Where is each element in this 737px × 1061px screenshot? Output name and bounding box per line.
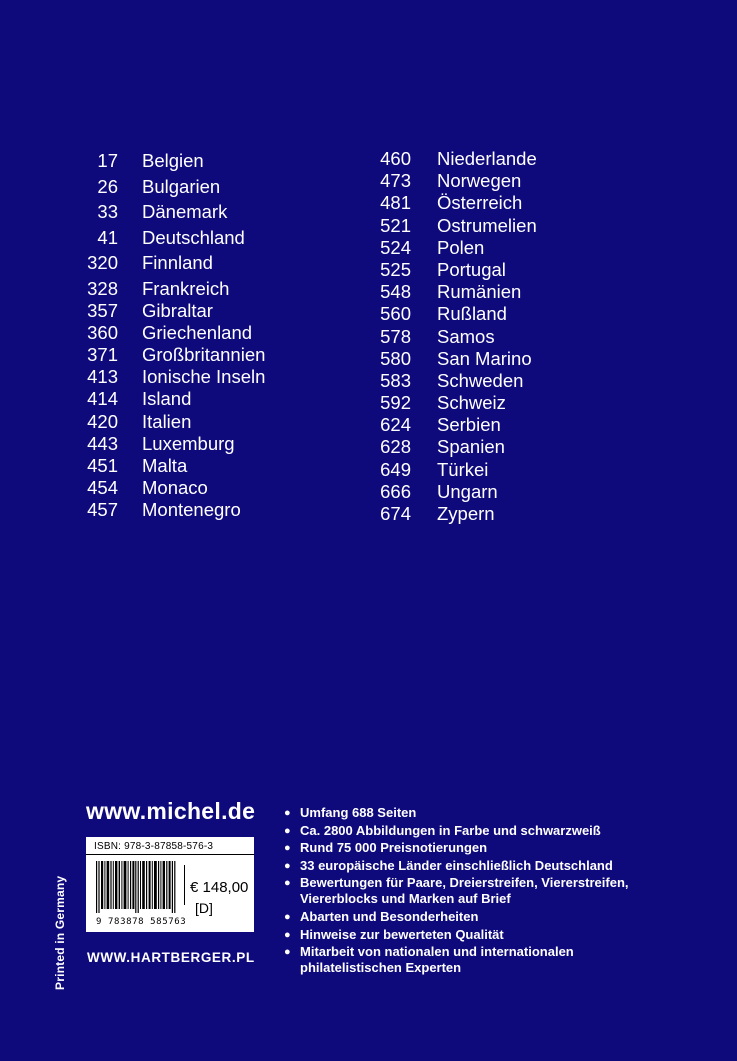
index-row bbox=[80, 477, 265, 499]
country-name: Spanien bbox=[437, 436, 505, 458]
feature-item bbox=[284, 909, 660, 925]
index-row bbox=[375, 392, 537, 414]
index-row bbox=[375, 326, 537, 348]
index-row bbox=[375, 192, 537, 214]
page-number: 414 bbox=[87, 388, 118, 410]
isbn-number: ISBN: 978-3-87858-576-3 bbox=[94, 841, 214, 852]
index-row bbox=[80, 176, 265, 202]
page-number: 583 bbox=[380, 369, 411, 391]
feature-item bbox=[284, 858, 660, 874]
feature-text: Bewertungen für Paare, Dreierstreifen, Viererstreifen, Viererblocks und Marken auf Brief bbox=[300, 875, 629, 907]
page-number: 357 bbox=[87, 299, 118, 321]
index-row bbox=[80, 388, 265, 410]
bullet-icon: ● bbox=[284, 877, 291, 890]
country-index-left bbox=[80, 150, 265, 522]
country-name: Italien bbox=[142, 410, 192, 432]
index-row bbox=[375, 303, 537, 325]
feature-item bbox=[284, 840, 660, 856]
bullet-icon: ● bbox=[284, 910, 291, 923]
barcode-icon bbox=[96, 861, 176, 913]
country-name: Montenegro bbox=[142, 499, 241, 521]
bullet-icon: ● bbox=[284, 928, 291, 941]
page-number: 413 bbox=[87, 366, 118, 388]
country-index-right bbox=[375, 148, 537, 525]
country-name: Malta bbox=[142, 455, 188, 476]
feature-text: Umfang 688 Seiten bbox=[300, 805, 417, 820]
country-name: Zypern bbox=[437, 503, 495, 524]
distributor-url: WWW.HARTBERGER.PL bbox=[87, 950, 255, 965]
feature-item bbox=[284, 944, 660, 976]
index-row bbox=[80, 300, 265, 322]
bullet-icon: ● bbox=[284, 842, 291, 855]
country-name: Rumänien bbox=[437, 281, 522, 303]
country-code: [D] bbox=[195, 900, 213, 916]
index-row bbox=[80, 411, 265, 433]
index-row bbox=[375, 459, 537, 481]
country-name: Griechenland bbox=[142, 321, 253, 343]
index-row bbox=[80, 278, 265, 300]
index-row bbox=[80, 344, 265, 366]
page-number: 560 bbox=[380, 303, 411, 325]
index-row bbox=[375, 436, 537, 458]
page-number: 420 bbox=[87, 410, 118, 432]
bullet-icon: ● bbox=[284, 946, 291, 959]
country-name: Schweden bbox=[437, 369, 524, 391]
page-number: 328 bbox=[87, 277, 118, 299]
country-name: Ungarn bbox=[437, 480, 498, 502]
page-number: 360 bbox=[87, 321, 118, 343]
feature-list bbox=[284, 805, 660, 978]
feature-text: Mitarbeit von nationalen und internationalen philatelistischen Experten bbox=[300, 944, 574, 976]
country-name: Polen bbox=[437, 236, 485, 258]
country-name: Norwegen bbox=[437, 170, 522, 192]
page-number: 26 bbox=[97, 175, 118, 197]
country-name: Frankreich bbox=[142, 277, 230, 299]
index-row bbox=[375, 148, 537, 170]
page-number: 525 bbox=[380, 258, 411, 280]
country-name: Finnland bbox=[142, 252, 213, 273]
feature-text: Abarten und Besonderheiten bbox=[300, 908, 479, 924]
index-row bbox=[375, 170, 537, 192]
country-name: Dänemark bbox=[142, 201, 228, 222]
index-row bbox=[80, 433, 265, 455]
page-number: 454 bbox=[87, 477, 118, 499]
feature-item bbox=[284, 875, 660, 907]
page-number: 548 bbox=[380, 281, 411, 303]
index-row bbox=[375, 237, 537, 259]
index-row bbox=[80, 499, 265, 521]
feature-text: Ca. 2800 Abbildungen in Farbe und schwarzweiß bbox=[300, 822, 601, 838]
page-number: 580 bbox=[380, 347, 411, 369]
bullet-icon: ● bbox=[284, 824, 291, 837]
country-name: Portugal bbox=[437, 258, 506, 280]
page-number: 624 bbox=[380, 414, 411, 436]
page-number: 524 bbox=[380, 236, 411, 258]
page-number: 460 bbox=[380, 148, 411, 169]
bullet-icon: ● bbox=[284, 859, 291, 872]
index-row bbox=[375, 348, 537, 370]
country-name: San Marino bbox=[437, 347, 532, 369]
price: € 148,00 bbox=[190, 879, 249, 896]
label-divider bbox=[86, 854, 254, 855]
index-row bbox=[80, 455, 265, 477]
country-name: Island bbox=[142, 388, 192, 410]
price-divider bbox=[184, 865, 185, 905]
page-number: 473 bbox=[380, 170, 411, 192]
page-number: 457 bbox=[87, 499, 118, 521]
country-name: Samos bbox=[437, 325, 495, 347]
feature-text: Rund 75 000 Preisnotierungen bbox=[300, 840, 488, 856]
barcode-number: 9 783878 585763 bbox=[96, 917, 187, 927]
page-number: 674 bbox=[380, 503, 411, 524]
feature-text: Hinweise zur bewerteten Qualität bbox=[300, 926, 504, 942]
country-name: Belgien bbox=[142, 150, 204, 171]
page-number: 33 bbox=[97, 201, 118, 222]
country-name: Ionische Inseln bbox=[142, 366, 266, 388]
index-row bbox=[80, 150, 265, 176]
page-number: 628 bbox=[380, 436, 411, 458]
page-number: 649 bbox=[380, 458, 411, 480]
page-number: 41 bbox=[97, 226, 118, 248]
country-name: Monaco bbox=[142, 477, 208, 499]
page-number: 371 bbox=[87, 344, 118, 366]
page-number: 320 bbox=[87, 252, 118, 273]
feature-item bbox=[284, 823, 660, 839]
index-row bbox=[375, 281, 537, 303]
feature-text: 33 europäische Länder einschließlich Deutschland bbox=[300, 857, 613, 873]
index-row bbox=[375, 481, 537, 503]
index-row bbox=[375, 370, 537, 392]
country-name: Großbritannien bbox=[142, 344, 266, 366]
country-name: Schweiz bbox=[437, 392, 506, 414]
index-row bbox=[375, 414, 537, 436]
index-row bbox=[80, 366, 265, 388]
page-number: 481 bbox=[380, 192, 411, 214]
index-row bbox=[80, 201, 265, 227]
country-name: Türkei bbox=[437, 458, 489, 480]
index-row bbox=[375, 503, 537, 525]
feature-item bbox=[284, 805, 660, 821]
printed-in-label: Printed in Germany bbox=[53, 875, 67, 990]
index-row bbox=[80, 252, 265, 278]
index-row bbox=[80, 322, 265, 344]
index-row bbox=[80, 227, 265, 253]
country-name: Gibraltar bbox=[142, 299, 213, 321]
country-name: Deutschland bbox=[142, 226, 245, 248]
page-number: 17 bbox=[97, 150, 118, 171]
country-name: Bulgarien bbox=[142, 175, 221, 197]
page-number: 578 bbox=[380, 325, 411, 347]
feature-item bbox=[284, 927, 660, 943]
page-number: 666 bbox=[380, 480, 411, 502]
country-name: Serbien bbox=[437, 414, 501, 436]
country-name: Österreich bbox=[437, 192, 523, 214]
country-name: Rußland bbox=[437, 303, 507, 325]
country-name: Luxemburg bbox=[142, 432, 235, 454]
website-url: www.michel.de bbox=[86, 798, 256, 824]
isbn-barcode-label bbox=[86, 837, 254, 932]
page-number: 521 bbox=[380, 214, 411, 236]
index-row bbox=[375, 259, 537, 281]
page-number: 451 bbox=[87, 455, 118, 476]
page-number: 592 bbox=[380, 392, 411, 414]
country-name: Niederlande bbox=[437, 148, 537, 169]
page-number: 443 bbox=[87, 432, 118, 454]
index-row bbox=[375, 215, 537, 237]
bullet-icon: ● bbox=[284, 807, 291, 819]
country-name: Ostrumelien bbox=[437, 214, 537, 236]
